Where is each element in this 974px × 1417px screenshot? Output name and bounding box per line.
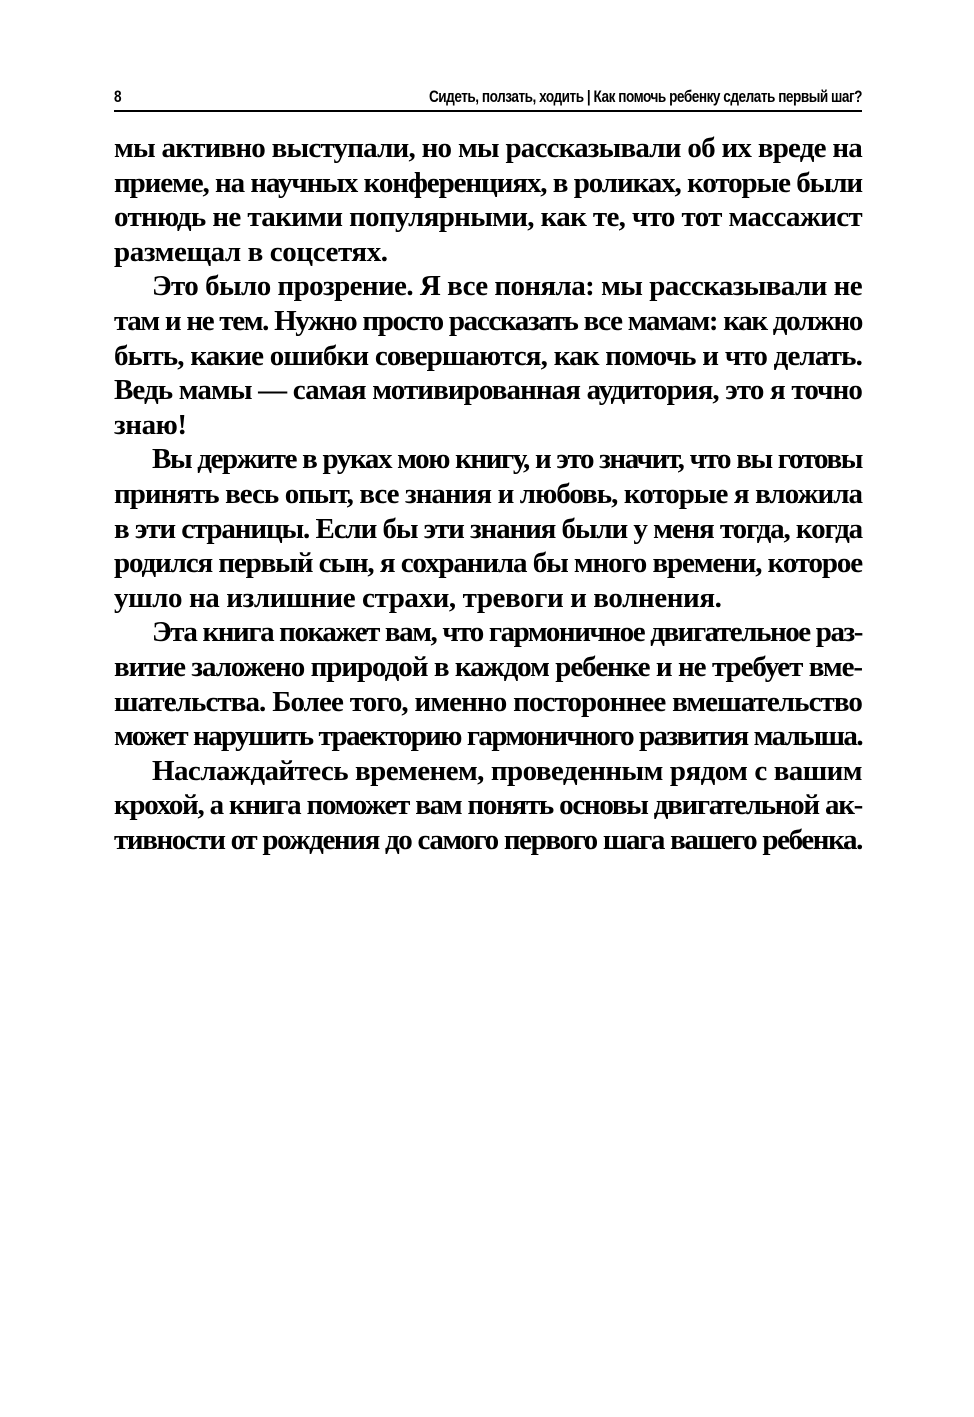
text-line: знаю! — [114, 408, 187, 441]
text-line: мы активно выступали, но мы рассказывали об их вреде на — [114, 132, 862, 164]
paragraph-1 — [114, 131, 862, 269]
paragraph-2 — [114, 269, 862, 442]
text-line: отнюдь не такими популярными, как те, что тот массажист — [114, 201, 862, 234]
header-rule — [114, 110, 862, 112]
text-line: шательства. Более того, именно постороннее вмешательство — [114, 685, 862, 718]
text-line: может нарушить траекторию гармоничного развития малыша. — [114, 720, 862, 753]
page-number: 8 — [114, 87, 122, 106]
text-line: Наслаждайтесь временем, проведенным рядом с вашим — [152, 754, 862, 787]
text-line: Ведь мамы — самая мотивированная аудитория, это я точно — [114, 374, 862, 407]
text-line: крохой, а книга поможет вам понять основы двигательной ак- — [114, 789, 862, 822]
text-line: в эти страницы. Если бы эти знания были у меня тогда, когда — [114, 512, 862, 545]
running-head-title: Сидеть, ползать, ходить | Как помочь ребенку сделать первый шаг? — [428, 87, 862, 106]
text-line: тивности от рождения до самого первого шага вашего ребенка. — [114, 823, 862, 856]
text-line: родился первый сын, я сохранила бы много времени, которое — [114, 547, 862, 580]
text-line: там и не тем. Нужно просто рассказать все мамам: как должно — [114, 304, 862, 337]
text-line: принять весь опыт, все знания и любовь, которые я вложила — [114, 477, 862, 510]
text-line: витие заложено природой в каждом ребенке и не требует вме- — [114, 650, 862, 683]
paragraph-5 — [114, 754, 862, 858]
text-line: ушло на излишние страхи, тревоги и волнения. — [114, 581, 722, 614]
body-text — [114, 131, 862, 857]
paragraph-4 — [114, 615, 862, 753]
paragraph-3 — [114, 442, 862, 615]
text-line: Вы держите в руках мою книгу, и это значит, что вы готовы — [152, 443, 862, 476]
running-head — [114, 84, 862, 110]
text-line: Это было прозрение. Я все поняла: мы рассказывали не — [152, 270, 862, 303]
text-line: размещал в соцсетях. — [114, 235, 388, 268]
text-line: приеме, на научных конференциях, в роликах, которые были — [114, 166, 862, 199]
text-line: Эта книга покажет вам, что гармоничное двигательное раз- — [152, 616, 862, 649]
text-line: быть, какие ошибки совершаются, как помочь и что делать. — [114, 339, 862, 372]
